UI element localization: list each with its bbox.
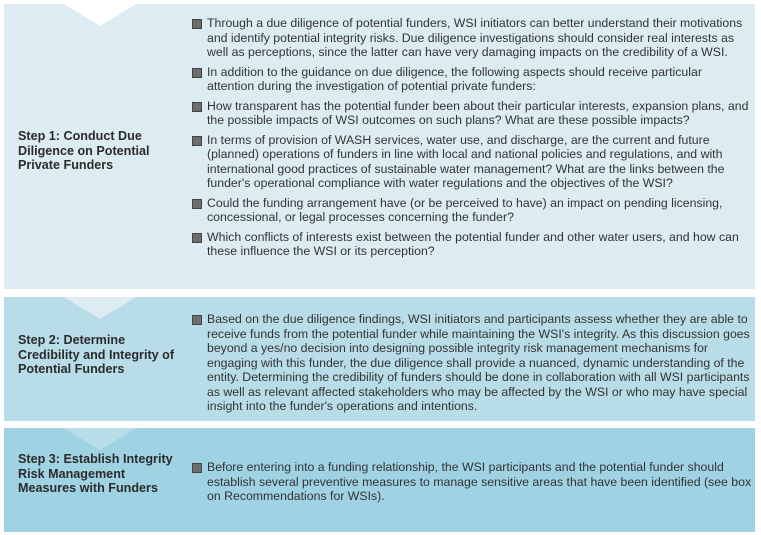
square-bullet-icon [192,315,202,325]
section-divider-notch [64,297,136,319]
square-bullet-icon [192,68,202,78]
section-divider-notch [64,428,136,450]
step-1-title: Step 1: Conduct Due Diligence on Potential Private Funders [18,129,150,173]
list-item: In terms of provision of WASH services, water use, and discharge, are the current and future (planned) operations of funders in line with local and national policies and regulations, and with international good practices of sustainable water management? What are the links between the funder's operational compliance with water regulations and the objectives of the WSI? [192,133,752,191]
square-bullet-icon [192,102,202,112]
section-divider-notch [64,4,136,26]
list-item: Before entering into a funding relationship, the WSI participants and the potential funder should establish several preventive measures to manage sensitive areas that have been identified (see box on Recommendations for WSIs). [192,460,752,504]
list-item: Through a due diligence of potential funders, WSI initiators can better understand their motivations and identify potential integrity risks. Due diligence investigations should consider real interests as well as perceptions, since the latter can have very damaging impacts on the credibility of a WSI. [192,16,752,60]
list-item: In addition to the guidance on due diligence, the following aspects should receive particular attention during the investigation of potential private funders: [192,65,752,94]
list-item: How transparent has the potential funder been about their particular interests, expansion plans, and the possible impacts of WSI outcomes on such plans? What are these possible impacts? [192,99,752,128]
square-bullet-icon [192,136,202,146]
step-3-title: Step 3: Establish Integrity Risk Management Measures with Funders [18,452,173,496]
list-item: Could the funding arrangement have (or be perceived to have) an impact on pending licensing, concessional, or legal processes concerning the funder? [192,196,752,225]
square-bullet-icon [192,199,202,209]
step-3-list [192,460,752,509]
list-item: Based on the due diligence findings, WSI initiators and participants assess whether they are able to receive funds from the potential funder while maintaining the WSI's integrity. As this discussion goes beyond a yes/no decision into designing possible integrity risk management mechanisms for engaging with this funder, the due diligence shall provide a nuanced, dynamic understanding of the entity. Determining the credibility of funders should be done in collaboration with all WSI participants as well as relevant affected stakeholders who may be affected by the WSI or who may have special insight into the funder's operations and intentions. [192,312,752,414]
square-bullet-icon [192,233,202,243]
square-bullet-icon [192,463,202,473]
list-item: Which conflicts of interests exist between the potential funder and other water users, and how can these influence the WSI or its perception? [192,230,752,259]
step-1-list [192,16,752,264]
step-2-list [192,312,752,419]
square-bullet-icon [192,19,202,29]
step-2-title: Step 2: Determine Credibility and Integrity of Potential Funders [18,333,175,377]
